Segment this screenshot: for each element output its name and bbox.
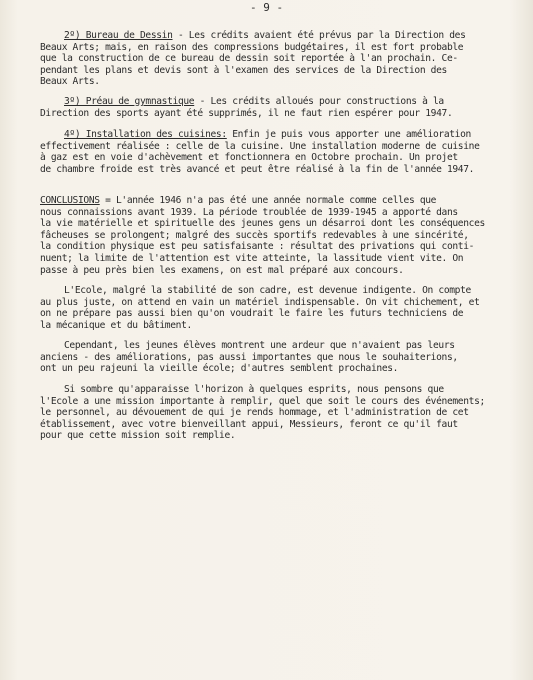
text-line: nous connaissions avant 1939. La période troublée de 1939-1945 a apporté dans — [40, 206, 458, 218]
text-line: on ne prépare pas aussi bien qu'on voudrait le faire les futurs techniciens de — [40, 308, 464, 320]
text-line: effectivement réalisée : celle de la cuisine. Une installation moderne de cuisine — [40, 140, 480, 152]
text-line: Direction des sports ayant été supprimés, il ne faut rien espérer pour 1947. — [40, 107, 453, 119]
text-line: la mécanique et du bâtiment. — [40, 319, 192, 331]
text-line: la vie matérielle et spirituelle des jeunes gens un désarroi dont les conséquences — [40, 218, 485, 230]
text-line: Si sombre qu'apparaisse l'horizon à quelques esprits, nous pensons que — [64, 384, 444, 395]
section-heading: 2º) Bureau de Dessin — [64, 30, 173, 41]
paragraph-conclusions — [40, 195, 485, 276]
paragraph-bureau-de-dessin — [40, 30, 466, 88]
text-fragment: - Les crédits avaient été prévus par la Direction des — [172, 30, 466, 41]
text-line — [40, 30, 466, 42]
text-line: Cependant, les jeunes élèves montrent une ardeur que n'avaient pas leurs — [64, 340, 455, 351]
text-line: anciens - des améliorations, pas aussi importantes que nous le souhaiterions, — [40, 351, 458, 363]
text-line: nuent; la limite de l'attention est vite atteinte, la lassitude vient vite. On — [40, 252, 464, 264]
text-fragment: = L'année 1946 n'a pas été une année normale comme celles que — [99, 195, 437, 206]
section-heading: 4º) Installation des cuisines: — [64, 129, 227, 140]
text-line: à gaz est en voie d'achèvement et fonctionnera en Octobre prochain. Un projet — [40, 152, 458, 164]
section-heading: 3º) Préau de gymnastique — [64, 96, 195, 107]
text-line: fâcheuses se prolongent; malgré des succès sportifs redevables à une sincérité, — [40, 229, 469, 241]
text-line: de chambre froide est très avancé et peut être réalisé à la fin de l'année 1947. — [40, 163, 475, 175]
text-line: pour que cette mission soit remplie. — [40, 430, 236, 442]
paragraph-ecole-indigente — [40, 285, 480, 331]
text-line: la condition physique est peu satisfaisante : résultat des privations qui conti- — [40, 241, 475, 253]
text-line: L'Ecole, malgré la stabilité de son cadre, est devenue indigente. On compte — [64, 285, 471, 296]
text-line: passe à peu près bien les examens, on est mal préparé aux concours. — [40, 264, 404, 276]
text-fragment: - Les crédits alloués pour constructions à la — [194, 96, 444, 107]
section-heading: CONCLUSIONS — [40, 195, 100, 206]
paragraph-mission — [40, 384, 485, 442]
text-line — [40, 195, 485, 207]
text-line: l'Ecole a une mission importante à remplir, quel que soit le cours des événements; — [40, 395, 485, 407]
text-line: ont un peu rajeuni la vieille école; d'autres semblent prochaines. — [40, 363, 399, 375]
text-line: le personnel, au dévouement de qui je rends hommage, et l'administration de cet — [40, 407, 469, 419]
text-line — [40, 129, 480, 141]
text-line: Beaux Arts. — [40, 76, 100, 88]
text-fragment: Enfin je puis vous apporter une amélioration — [226, 129, 471, 140]
text-line: au plus juste, on attend en vain un matériel indispensable. On vit chichement, et — [40, 296, 480, 308]
page-number: - 9 - — [250, 1, 284, 14]
paragraph-installation-des-cuisines — [40, 129, 480, 175]
text-line: pendant les plans et devis sont à l'examen des services de la Direction des — [40, 64, 447, 76]
text-line — [40, 96, 452, 108]
paragraph-preau-de-gymnastique — [40, 96, 452, 119]
text-line: Beaux Arts; mais, en raison des compressions budgétaires, il est fort probable — [40, 41, 464, 53]
text-line: établissement, avec votre bienveillant appui, Messieurs, feront ce qu'il faut — [40, 418, 458, 430]
paragraph-jeunes-eleves — [40, 340, 458, 375]
text-line: que la construction de ce bureau de dessin soit reportée à l'an prochain. Ce- — [40, 53, 458, 65]
